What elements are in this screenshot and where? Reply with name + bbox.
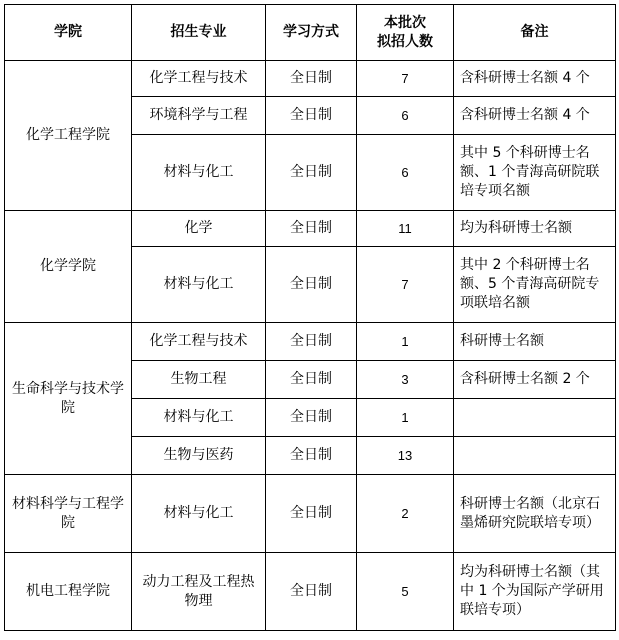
major-cell: 生物与医药 — [132, 437, 266, 475]
table-row — [5, 323, 616, 361]
quota-cell: 3 — [357, 361, 454, 399]
mode-cell: 全日制 — [266, 399, 357, 437]
header-mode: 学习方式 — [266, 5, 357, 61]
mode-cell: 全日制 — [266, 97, 357, 135]
quota-cell: 7 — [357, 247, 454, 323]
note-cell: 科研博士名额（北京石墨烯研究院联培专项） — [454, 475, 616, 553]
major-cell: 化学工程与技术 — [132, 323, 266, 361]
mode-cell: 全日制 — [266, 61, 357, 97]
note-cell: 含科研博士名额 2 个 — [454, 361, 616, 399]
header-row — [5, 5, 616, 61]
header-major: 招生专业 — [132, 5, 266, 61]
major-cell: 生物工程 — [132, 361, 266, 399]
college-cell: 生命科学与技术学院 — [5, 323, 132, 475]
major-cell: 环境科学与工程 — [132, 97, 266, 135]
note-cell: 含科研博士名额 4 个 — [454, 61, 616, 97]
mode-cell: 全日制 — [266, 247, 357, 323]
quota-cell: 1 — [357, 399, 454, 437]
college-cell: 机电工程学院 — [5, 553, 132, 631]
quota-cell: 11 — [357, 211, 454, 247]
header-college: 学院 — [5, 5, 132, 61]
major-cell: 材料与化工 — [132, 399, 266, 437]
note-cell: 其中 2 个科研博士名额、5 个青海高研院专项联培名额 — [454, 247, 616, 323]
quota-cell: 2 — [357, 475, 454, 553]
table-row — [5, 211, 616, 247]
table-row — [5, 553, 616, 631]
mode-cell: 全日制 — [266, 361, 357, 399]
quota-cell: 6 — [357, 97, 454, 135]
table-row — [5, 475, 616, 553]
note-cell — [454, 399, 616, 437]
college-cell: 化学学院 — [5, 211, 132, 323]
quota-cell: 7 — [357, 61, 454, 97]
mode-cell: 全日制 — [266, 475, 357, 553]
quota-cell: 1 — [357, 323, 454, 361]
college-cell: 材料科学与工程学院 — [5, 475, 132, 553]
note-cell: 含科研博士名额 4 个 — [454, 97, 616, 135]
header-quota-line1: 本批次 — [384, 14, 426, 31]
note-cell: 均为科研博士名额（其中 1 个为国际产学研用联培专项） — [454, 553, 616, 631]
major-cell: 材料与化工 — [132, 135, 266, 211]
quota-cell: 6 — [357, 135, 454, 211]
header-quota — [357, 5, 454, 61]
note-cell: 科研博士名额 — [454, 323, 616, 361]
table-row — [5, 61, 616, 97]
note-cell: 其中 5 个科研博士名额、1 个青海高研院联培专项名额 — [454, 135, 616, 211]
major-cell: 材料与化工 — [132, 475, 266, 553]
quota-cell: 5 — [357, 553, 454, 631]
mode-cell: 全日制 — [266, 211, 357, 247]
note-cell: 均为科研博士名额 — [454, 211, 616, 247]
header-note: 备注 — [454, 5, 616, 61]
quota-cell: 13 — [357, 437, 454, 475]
major-cell: 化学 — [132, 211, 266, 247]
note-cell — [454, 437, 616, 475]
major-cell: 材料与化工 — [132, 247, 266, 323]
mode-cell: 全日制 — [266, 437, 357, 475]
admissions-table — [4, 4, 616, 631]
mode-cell: 全日制 — [266, 553, 357, 631]
header-quota-line2: 拟招人数 — [377, 33, 433, 50]
major-cell: 动力工程及工程热物理 — [132, 553, 266, 631]
major-cell: 化学工程与技术 — [132, 61, 266, 97]
college-cell: 化学工程学院 — [5, 61, 132, 211]
mode-cell: 全日制 — [266, 135, 357, 211]
mode-cell: 全日制 — [266, 323, 357, 361]
